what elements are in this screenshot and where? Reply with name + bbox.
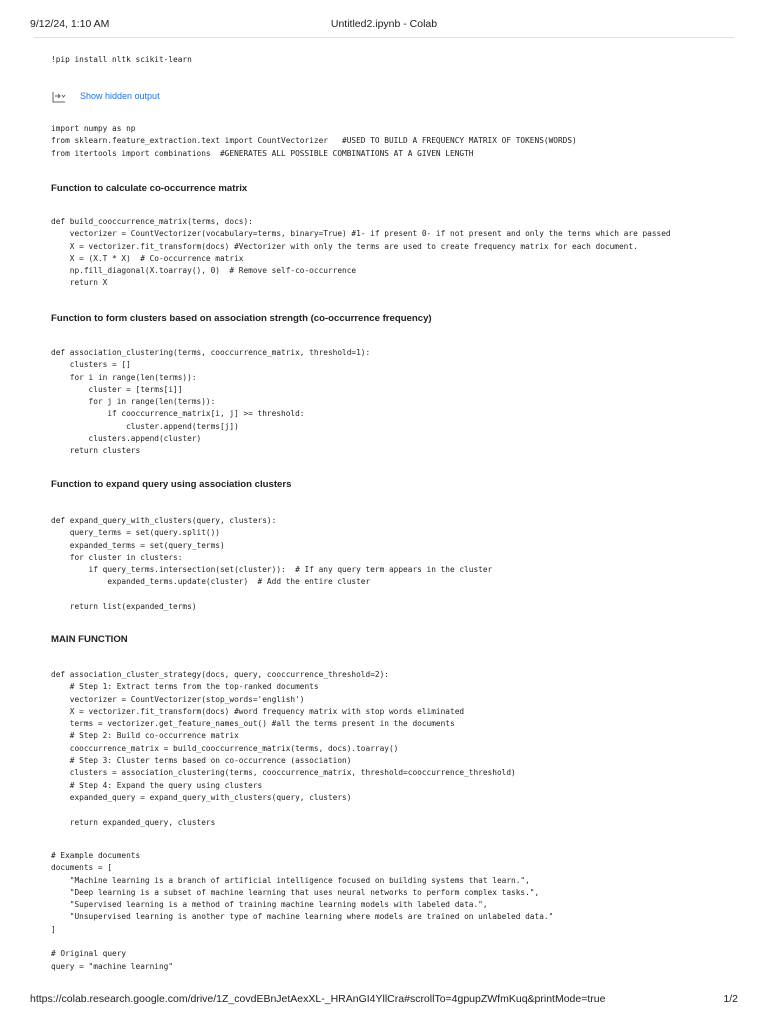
code-cell-expand-query[interactable]: def expand_query_with_clusters(query, clusters): query_terms = set(query.split()) expanded_terms = set(query_terms) for cluster in clusters: if query_terms.intersection(set(cluster)): # If any query term appears in the cluster expanded_terms.update(cluster) # Add the entire cluster return list(expanded_terms) — [51, 516, 493, 612]
show-hidden-output-label: Show hidden output — [80, 91, 160, 101]
code-cell-association-clustering[interactable]: def association_clustering(terms, cooccurrence_matrix, threshold=1): clusters = [] for i in range(len(terms)): cluster = [terms[i]] for j in range(len(terms)): if cooccurrence_matrix[i, j] >= threshold: cluster.append(terms[j]) clusters.append(cluster) return clusters — [51, 348, 371, 456]
code-cell-example-documents[interactable]: # Example documents documents = [ "Machine learning is a branch of artificial intelligence focused on building systems that learn.", "Deep learning is a subset of machine learning that uses neural networks to perform complex tasks.", "Supervised learning is a method of training machine learning models with labeled data.", "Unsupervised learning is another type of machine learning where models are trained on unlabeled data." ] # Original query query = "machine learning" — [51, 851, 554, 971]
print-page-title: Untitled2.ipynb - Colab — [330, 18, 438, 30]
code-cell-main-function[interactable]: def association_cluster_strategy(docs, query, cooccurrence_threshold=2): # Step 1: Extract terms from the top-ranked documents vectorizer = CountVectorizer(stop_words='english') X = vectorizer.fit_transform(docs) #word frequency matrix with stop words eliminated terms = vectorizer.get_feature_names_out() #all the terms present in the documents # Step 2: Build co-occurrence matrix cooccurrence_matrix = build_cooccurrence_matrix(terms, docs).toarray() # Step 3: Cluster terms based on co-occurrence (association) clusters = association_clustering(terms, cooccurrence_matrix, threshold=cooccurrence_threshold) # Step 4: Expand the query using clusters expanded_query = expand_query_with_clusters(query, clusters) return expanded_query, clusters — [51, 670, 516, 827]
heading-expand-query: Function to expand query using association clusters — [51, 479, 292, 490]
code-cell-build-cooccurrence[interactable]: def build_cooccurrence_matrix(terms, docs): vectorizer = CountVectorizer(vocabulary=terms, binary=True) #1- if present 0- if not present and only the terms which are passed X = vectorizer.fit_transform(docs) #Vectorizer with only the terms are used to create frequency matrix for each document. X = (X.T * X) # Co-occurrence matrix np.fill_diagonal(X.toarray(), 0) # Remove self-co-occurrence return X — [51, 217, 671, 288]
print-datetime: 9/12/24, 1:10 AM — [30, 18, 110, 30]
code-cell-pip-install[interactable]: !pip install nltk scikit-learn — [51, 55, 192, 64]
heading-association-clusters: Function to form clusters based on association strength (co-occurrence frequency) — [51, 313, 432, 324]
output-expand-icon — [52, 90, 66, 102]
heading-cooccurrence-matrix: Function to calculate co-occurrence matrix — [51, 183, 248, 194]
code-cell-imports[interactable]: import numpy as np from sklearn.feature_extraction.text import CountVectorizer #USED TO BUILD A FREQUENCY MATRIX OF TOKENS(WORDS) from itertools import combinations #GENERATES ALL POSSIBLE COMBINATIONS AT A GIVEN LENGTH — [51, 124, 577, 158]
print-url: https://colab.research.google.com/drive/1Z_covdEBnJetAexXL-_HRAnGI4YllCra#scrollTo=4gpupZWfmKuq&printMode=true — [30, 993, 606, 1005]
header-divider — [34, 37, 734, 38]
print-page-number: 1/2 — [723, 993, 738, 1005]
heading-main-function: MAIN FUNCTION — [51, 634, 128, 645]
show-hidden-output-button[interactable] — [52, 88, 160, 104]
